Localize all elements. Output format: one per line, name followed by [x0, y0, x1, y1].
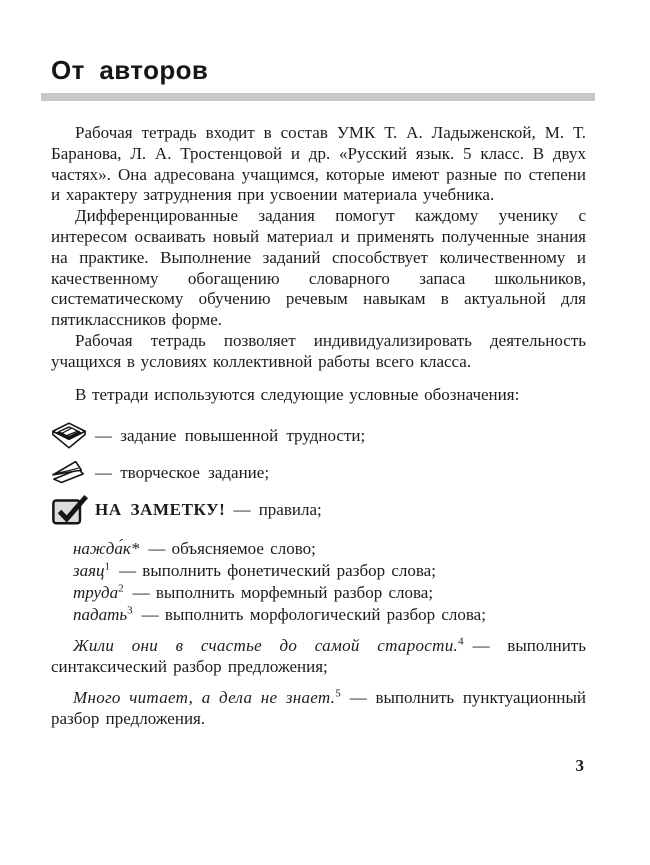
- superscript-mark: 3: [127, 604, 133, 617]
- paragraph: Рабочая тетрадь входит в состав УМК Т. А. Ладыженской, М. Т. Баранова, Л. А. Тростенцовой и др. «Русский язык. 5 класс. В двух частях». Она адресована учащимся, которые имеют разные по степени и характеру затруднения при усвоении материала учебника.: [51, 123, 586, 205]
- sentence-description: — выполнить синтаксический разбор предложения;: [51, 636, 586, 677]
- legend-row-creative-task: [51, 456, 586, 489]
- superscript-mark: 5: [335, 687, 341, 700]
- word-legend-item: [73, 604, 586, 626]
- difficult-task-icon: [51, 422, 95, 449]
- word-description: — выполнить морфологический разбор слова;: [141, 605, 486, 625]
- example-word: нажда́к*: [73, 539, 140, 559]
- sentence-legend-item: [51, 636, 586, 678]
- note-checkbox-icon: [51, 494, 95, 525]
- legend-label: — задание повышенной трудности;: [95, 425, 366, 445]
- word-legend-list: [51, 538, 586, 626]
- sentence-description: — выполнить пунктуационный разбор предложения.: [51, 687, 586, 728]
- example-word: падать: [73, 605, 128, 625]
- superscript-mark: 4: [458, 635, 464, 648]
- note-keyword: НА ЗАМЕТКУ!: [95, 499, 226, 519]
- symbol-legend: [51, 419, 586, 526]
- legend-label: [95, 500, 322, 520]
- word-description: — выполнить морфемный разбор слова;: [132, 583, 434, 603]
- title-divider-bar: [41, 93, 595, 101]
- legend-label: — творческое задание;: [95, 462, 270, 482]
- word-legend-item: [73, 560, 586, 582]
- legend-row-difficult-task: [51, 419, 586, 452]
- page-title: От авторов: [51, 55, 209, 85]
- legend-row-note-rule: [51, 493, 586, 526]
- word-description: — объясняемое слово;: [148, 539, 316, 559]
- example-sentence: Жили они в счастье до самой старости.: [73, 636, 459, 656]
- example-word: труда: [73, 583, 119, 603]
- legend-intro-paragraph: В тетради используются следующие условные обозначения:: [75, 384, 520, 404]
- superscript-mark: 2: [118, 582, 124, 595]
- paragraph: Дифференцированные задания помогут каждому ученику с интересом осваивать новый материал и применять полученные знания на практике. Выполнение заданий способствует количественному и качественному обогащению словарного запаса школьников, систематическому обучению речевым навыкам в актуальной для пятиклассников форме.: [51, 206, 586, 330]
- page-number: 3: [575, 755, 584, 775]
- word-legend-item: [73, 582, 586, 604]
- word-description: — выполнить фонетический разбор слова;: [119, 561, 436, 581]
- legend-label-text: — правила;: [233, 499, 322, 519]
- example-word: заяц: [73, 561, 105, 581]
- example-sentence: Много читает, а дела не знает.: [73, 687, 336, 707]
- creative-task-icon: [51, 459, 95, 486]
- word-legend-item: [73, 538, 586, 560]
- superscript-mark: 1: [104, 560, 111, 573]
- sentence-legend-item: [51, 688, 586, 730]
- paragraph: Рабочая тетрадь позволяет индивидуализировать деятельность учащихся в условиях коллективной работы всего класса.: [51, 330, 586, 371]
